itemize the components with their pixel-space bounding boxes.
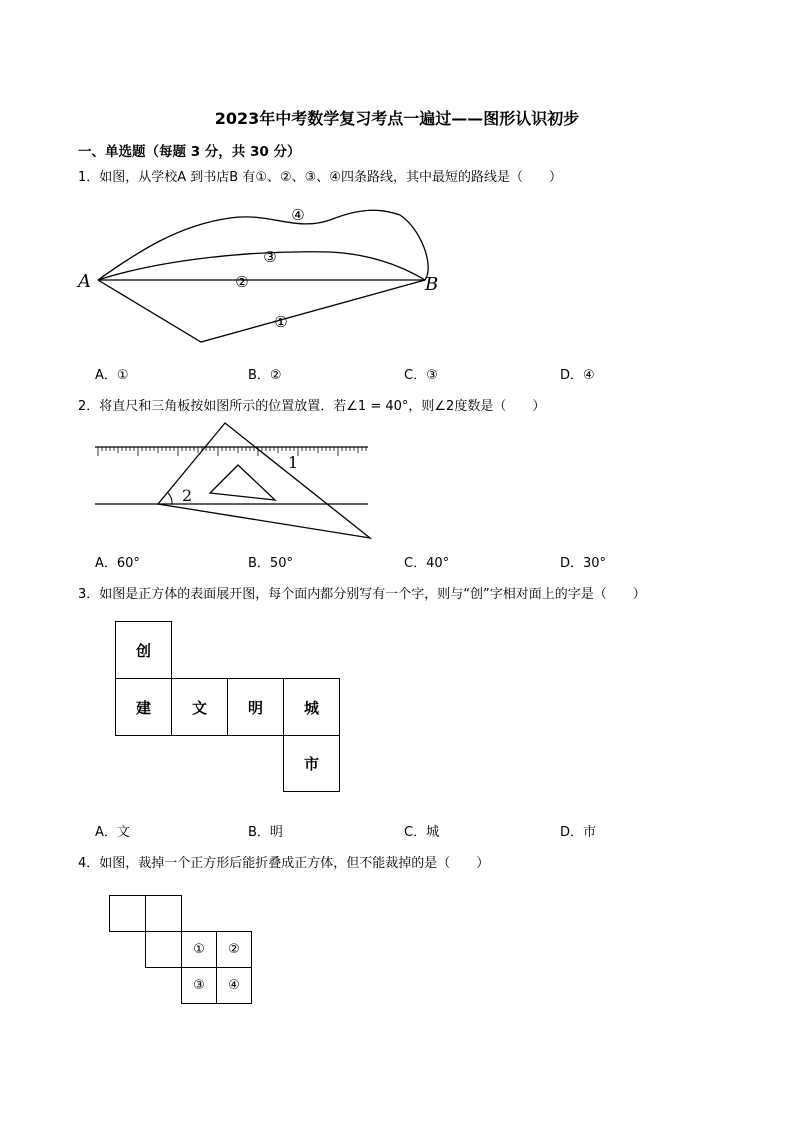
net-square (145, 895, 182, 932)
question-1-text: 1．如图，从学校A 到书店B 有①、②、③、④四条路线，其中最短的路线是（ ） (78, 170, 562, 185)
net-face-1: 建 (115, 678, 172, 736)
cube-net (115, 621, 342, 792)
angle-2-label: 2 (182, 486, 193, 505)
net-face-top: 创 (115, 621, 172, 679)
question-1-figure (70, 200, 450, 350)
square-net (109, 895, 252, 1005)
square-2: ② (216, 931, 252, 968)
question-2-text: 2．将直尺和三角板按如图所示的位置放置．若∠1 = 40°，则∠2度数是（ ） (78, 399, 546, 414)
question-2-figure (90, 420, 380, 545)
net-face-3: 明 (227, 678, 284, 736)
q1-option-a: A．① (95, 368, 129, 383)
q3-option-b: B．明 (248, 825, 283, 840)
net-square (145, 931, 182, 968)
q2-option-a: A．60° (95, 556, 140, 571)
q3-option-c: C．城 (404, 825, 440, 840)
square-1: ① (181, 931, 217, 968)
q3-option-d: D．市 (560, 825, 597, 840)
q1-option-b: B．② (248, 368, 282, 383)
question-3-text: 3．如图是正方体的表面展开图，每个面内都分别写有一个字，则与“创”字相对面上的字是（ ） (78, 587, 646, 602)
net-square (109, 895, 146, 932)
square-3: ③ (181, 967, 217, 1004)
section-heading: 一、单选题（每题 3 分，共 30 分） (78, 144, 301, 160)
route-2-label: ② (235, 273, 249, 291)
point-b-label: B (425, 274, 439, 295)
q3-option-a: A．文 (95, 825, 130, 840)
route-3-label: ③ (263, 248, 277, 266)
q1-option-c: C．③ (404, 368, 438, 383)
route-1-label: ① (274, 313, 288, 331)
q2-option-c: C．40° (404, 556, 450, 571)
page-title: 2023年中考数学复习考点一遍过——图形认识初步 (214, 109, 580, 128)
net-face-bottom: 市 (283, 735, 340, 792)
question-4-text: 4．如图，裁掉一个正方形后能折叠成正方体，但不能裁掉的是（ ） (78, 856, 490, 871)
angle-1-label: 1 (288, 453, 299, 472)
net-face-4: 城 (283, 678, 340, 736)
route-4-label: ④ (291, 206, 305, 224)
q2-option-b: B．50° (248, 556, 293, 571)
net-face-2: 文 (171, 678, 228, 736)
point-a-label: A (78, 271, 91, 292)
q2-option-d: D．30° (560, 556, 607, 571)
q1-option-d: D．④ (560, 368, 595, 383)
square-4: ④ (216, 967, 252, 1004)
